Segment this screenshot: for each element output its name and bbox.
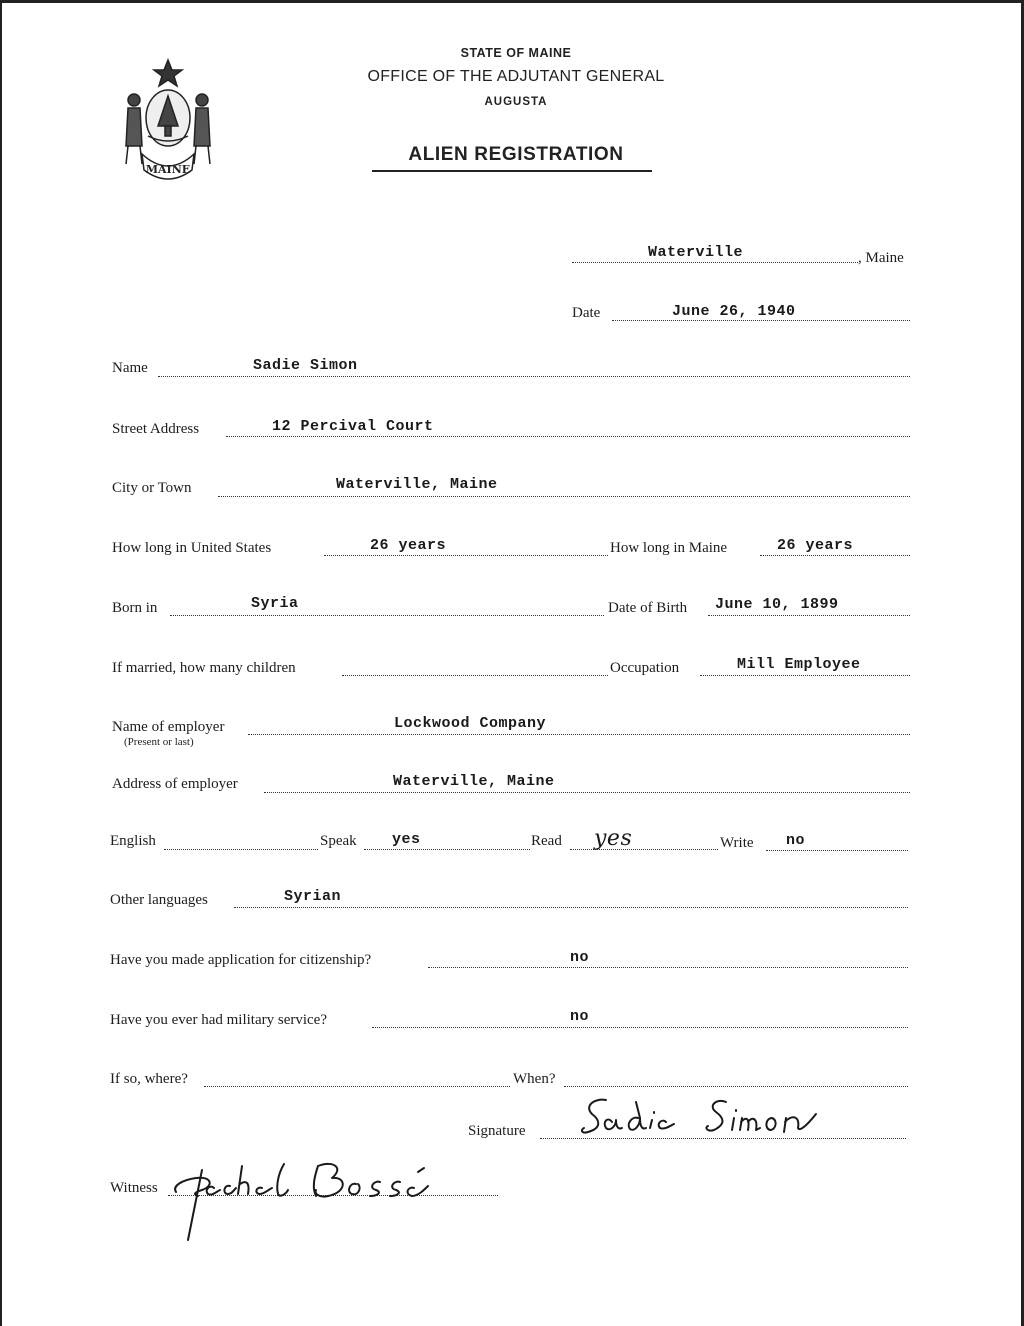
seal-text: MAINE bbox=[145, 163, 191, 176]
born-in-dots bbox=[170, 615, 604, 616]
occupation-dots bbox=[700, 675, 910, 676]
speak-value: yes bbox=[392, 831, 421, 848]
place-dots bbox=[572, 262, 858, 263]
military-dots bbox=[372, 1027, 908, 1028]
other-languages-label: Other languages bbox=[110, 892, 208, 908]
witness-handwriting bbox=[168, 1150, 468, 1250]
how-long-maine-dots bbox=[760, 555, 910, 556]
how-long-maine-value: 26 years bbox=[777, 537, 854, 554]
employer-name-value: Lockwood Company bbox=[394, 715, 547, 732]
write-value: no bbox=[786, 832, 806, 849]
street-address-dots bbox=[226, 436, 910, 437]
citizenship-value: no bbox=[570, 949, 590, 966]
how-long-maine-label: How long in Maine bbox=[610, 540, 728, 556]
signature-label: Signature bbox=[468, 1123, 526, 1139]
header-city: AUGUSTA bbox=[484, 96, 548, 108]
when-label: When? bbox=[513, 1071, 556, 1087]
witness-label: Witness bbox=[110, 1180, 158, 1196]
date-dots bbox=[612, 320, 910, 321]
how-long-us-value: 26 years bbox=[370, 537, 447, 554]
form-title: ALIEN REGISTRATION bbox=[408, 144, 624, 165]
read-dots bbox=[570, 849, 718, 850]
english-dots bbox=[164, 849, 318, 850]
speak-label: Speak bbox=[320, 833, 357, 849]
date-of-birth-dots bbox=[708, 615, 910, 616]
name-dots bbox=[158, 376, 910, 377]
write-label: Write bbox=[720, 835, 754, 851]
children-label: If married, how many children bbox=[112, 660, 296, 676]
employer-name-label: Name of employer bbox=[112, 719, 225, 735]
other-languages-dots bbox=[234, 907, 908, 908]
how-long-us-dots bbox=[324, 555, 608, 556]
occupation-label: Occupation bbox=[610, 660, 680, 676]
english-label: English bbox=[110, 833, 156, 849]
date-label: Date bbox=[572, 305, 601, 321]
name-value: Sadie Simon bbox=[253, 357, 358, 374]
employer-name-sublabel: (Present or last) bbox=[124, 736, 194, 748]
military-label: Have you ever had military service? bbox=[110, 1012, 327, 1028]
place-value: Waterville bbox=[648, 244, 744, 261]
read-value: yes bbox=[594, 826, 633, 851]
children-dots bbox=[342, 675, 608, 676]
date-of-birth-value: June 10, 1899 bbox=[715, 596, 839, 613]
street-address-label: Street Address bbox=[112, 421, 200, 437]
employer-address-dots bbox=[264, 792, 910, 793]
date-of-birth-label: Date of Birth bbox=[608, 600, 688, 616]
occupation-value: Mill Employee bbox=[737, 656, 861, 673]
name-label: Name bbox=[112, 360, 148, 376]
write-dots bbox=[766, 850, 908, 851]
employer-name-dots bbox=[248, 734, 910, 735]
speak-dots bbox=[364, 849, 530, 850]
military-value: no bbox=[570, 1008, 590, 1025]
place-suffix: , Maine bbox=[858, 250, 904, 266]
title-underline bbox=[372, 170, 652, 172]
city-label: City or Town bbox=[112, 480, 192, 496]
signature-handwriting bbox=[576, 1088, 876, 1152]
how-long-us-label: How long in United States bbox=[112, 540, 272, 556]
city-dots bbox=[218, 496, 910, 497]
date-value: June 26, 1940 bbox=[672, 303, 796, 320]
born-in-label: Born in bbox=[112, 600, 158, 616]
citizenship-dots bbox=[428, 967, 908, 968]
employer-address-label: Address of employer bbox=[112, 776, 238, 792]
employer-address-value: Waterville, Maine bbox=[393, 773, 555, 790]
street-address-value: 12 Percival Court bbox=[272, 418, 434, 435]
born-in-value: Syria bbox=[251, 595, 299, 612]
header-state: STATE OF MAINE bbox=[460, 46, 572, 60]
other-languages-value: Syrian bbox=[284, 888, 342, 905]
city-value: Waterville, Maine bbox=[336, 476, 498, 493]
where-label: If so, where? bbox=[110, 1071, 188, 1087]
when-dots bbox=[564, 1086, 908, 1087]
read-label: Read bbox=[531, 833, 562, 849]
state-seal-icon bbox=[112, 56, 224, 188]
citizenship-label: Have you made application for citizenship? bbox=[110, 952, 372, 968]
header-office: OFFICE OF THE ADJUTANT GENERAL bbox=[367, 68, 665, 85]
where-dots bbox=[204, 1086, 510, 1087]
